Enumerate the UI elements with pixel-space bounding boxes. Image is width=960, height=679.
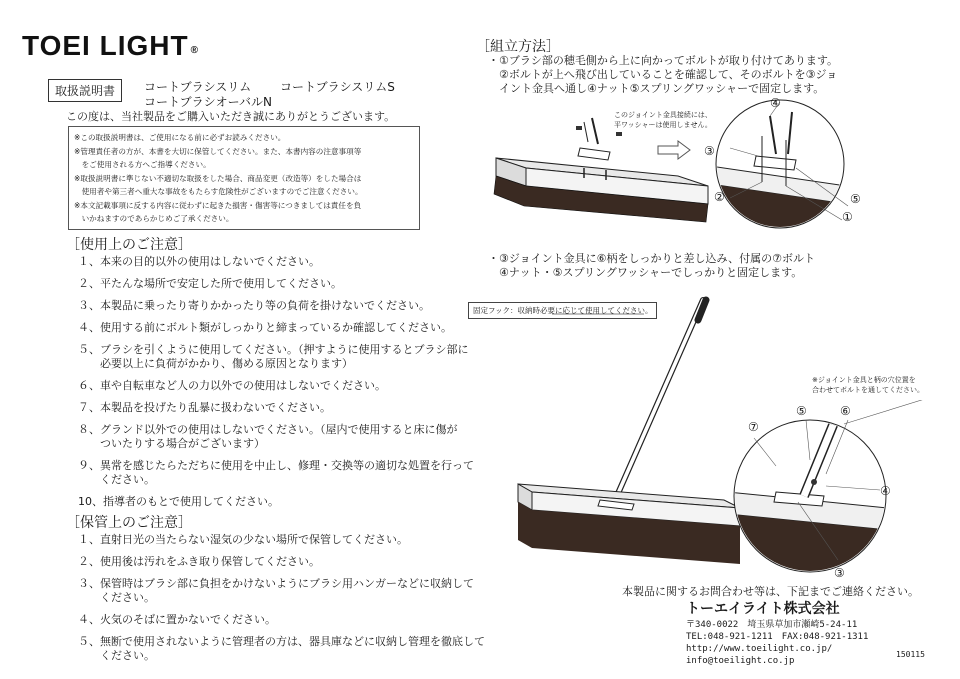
note-line: ※取扱説明書に準じない不適切な取扱をした場合、商品変更（改造等）をした場合は <box>74 173 362 183</box>
callout-7: ⑦ <box>748 420 759 434</box>
manual-badge: 取扱説明書 <box>48 79 122 102</box>
storage-item: ５、無断で使用されないように管理者の方は、器具庫などに収納し管理を徹底して <box>78 635 485 648</box>
storage-item: １、直射日光の当たらない湿気の少ない場所で保管してください。 <box>78 533 408 546</box>
storage-item: ４、火気のそばに置かないでください。 <box>78 613 276 626</box>
joint-plate-illustration <box>578 118 610 160</box>
company-url[interactable]: http://www.toeilight.co.jp/ <box>686 644 833 654</box>
usage-item: ４、使用する前にボルト類がしっかりと締まっているか確認してください。 <box>78 321 452 334</box>
company-phone: TEL:048-921-1211 FAX:048-921-1311 <box>686 632 869 642</box>
storage-item: ２、使用後は汚れをふき取り保管してください。 <box>78 555 320 568</box>
brush-head-illustration <box>494 158 708 222</box>
registered-mark: ® <box>190 45 199 56</box>
storage-item: ください。 <box>78 591 155 604</box>
assembly-step1-line: イント金具へ通し④ナット⑤スプリングワッシャーで固定します。 <box>488 82 825 95</box>
callout-6: ⑥ <box>840 404 851 418</box>
storage-title: ［保管上のご注意］ <box>66 515 192 531</box>
note-line: をご使用される方へご指導ください。 <box>74 160 211 169</box>
contact-intro: 本製品に関するお問合わせ等は、下記までご連絡ください。 <box>622 585 919 598</box>
storage-item: ３、保管時はブラシ部に負担をかけないようにブラシ用ハンガーなどに収納して <box>78 577 474 590</box>
product-name-1: コートブラシスリム <box>144 80 252 94</box>
brand-logo <box>22 30 199 62</box>
assembly-diagram-2 <box>512 296 752 570</box>
logo-text: TOEI LIGHT <box>22 30 189 61</box>
callout-4: ④ <box>770 96 781 110</box>
hole-note-line: 合わせてボルトを通してください。 <box>812 386 924 394</box>
callout-3b: ③ <box>834 566 845 580</box>
usage-item: ３、本製品に乗ったり寄りかかったり等の負荷を掛けないでください。 <box>78 299 430 312</box>
usage-item: 10、指導者のもとで使用してください。 <box>78 495 279 508</box>
callout-5b: ⑤ <box>796 404 807 418</box>
doc-code: 150115 <box>896 650 925 659</box>
handle-illustration <box>616 300 706 498</box>
product-name-3: コートブラシオーバルN <box>144 95 273 109</box>
assembly-step1-line: ②ボルトが上へ飛び出していることを確認して、そのボルトを③ジョ <box>488 68 838 81</box>
storage-item: ください。 <box>78 649 155 662</box>
callout-3: ③ <box>704 144 715 158</box>
callout-1: ① <box>842 210 853 224</box>
usage-item: ２、平たんな場所で安定した所で使用してください。 <box>78 277 342 290</box>
assembly-diagram-1 <box>488 108 718 230</box>
arrow-right-icon <box>658 141 690 159</box>
usage-title: ［使用上のご注意］ <box>66 237 192 253</box>
company-address: 〒340-0022 埼玉県草加市瀬崎5-24-11 <box>686 620 858 630</box>
usage-item: ９、異常を感じたらただちに使用を中止し、修理・交換等の適切な処置を行って <box>78 459 474 472</box>
note-line: ※本文記載事項に反する内容に従わずに起きた損害・傷害等につきましては責任を負 <box>74 200 362 210</box>
product-name-2: コートブラシスリムS <box>280 80 395 94</box>
assembly-step1-line: ・①ブラシ部の穂毛側から上に向かってボルトが取り付けてあります。 <box>488 54 838 67</box>
note-line: ※管理責任者の方が、本書を大切に保管してください。また、本書内容の注意事項等 <box>74 146 362 156</box>
assembly-step2-line: ④ナット・⑤スプリングワッシャーでしっかりと固定します。 <box>488 266 803 279</box>
usage-item: ６、車や自転車など人の力以外での使用はしないでください。 <box>78 379 386 392</box>
washer-note-line: このジョイント金具接続には、 <box>614 111 712 119</box>
usage-item: 必要以上に負荷がかかり、傷める原因となります） <box>78 357 353 370</box>
thanks-text: この度は、当社製品をご購入いただき誠にありがとうございます。 <box>66 110 396 123</box>
notes-box <box>68 126 420 230</box>
callout-5: ⑤ <box>850 192 861 206</box>
usage-item: ついたりする場合がございます） <box>78 437 265 450</box>
usage-item: ください。 <box>78 473 155 486</box>
usage-item: ５、ブラシを引くように使用してください。（押すように使用するとブラシ部に <box>78 343 469 356</box>
usage-item: ７、本製品を投げたり乱暴に扱わないでください。 <box>78 401 331 414</box>
assembly-zoom-circle-2 <box>728 400 938 578</box>
assembly-step2-line: ・③ジョイント金具に⑥柄をしっかりと差し込み、付属の⑦ボルト <box>488 252 816 265</box>
callout-2: ② <box>714 190 725 204</box>
callout-4b: ④ <box>880 484 891 498</box>
company-email[interactable]: info@toeilight.co.jp <box>686 656 795 666</box>
note-line: いかねますのであらかじめご了承ください。 <box>74 214 234 223</box>
usage-item: ８、グランド以外での使用はしないでください。（屋内で使用すると床に傷が <box>78 423 458 436</box>
washer-note-line: 平ワッシャーは使用しません。 <box>614 121 712 129</box>
hook-note: 固定フック：収納時必要に応じて使用してください。 <box>468 302 657 319</box>
usage-item: １、本来の目的以外の使用はしないでください。 <box>78 255 320 268</box>
note-line: 使用者や第三者へ重大な事故をもたらす危険性がございますのでご注意ください。 <box>74 187 363 196</box>
company-name: トーエイライト株式会社 <box>686 601 840 617</box>
note-line: ※この取扱説明書は、ご使用になる前に必ずお読みください。 <box>74 133 286 142</box>
hole-note-line: ※ジョイント金具と柄の穴位置を <box>812 376 916 384</box>
assembly-title: ［組立方法］ <box>476 39 560 55</box>
brush-head-illustration <box>518 484 740 564</box>
